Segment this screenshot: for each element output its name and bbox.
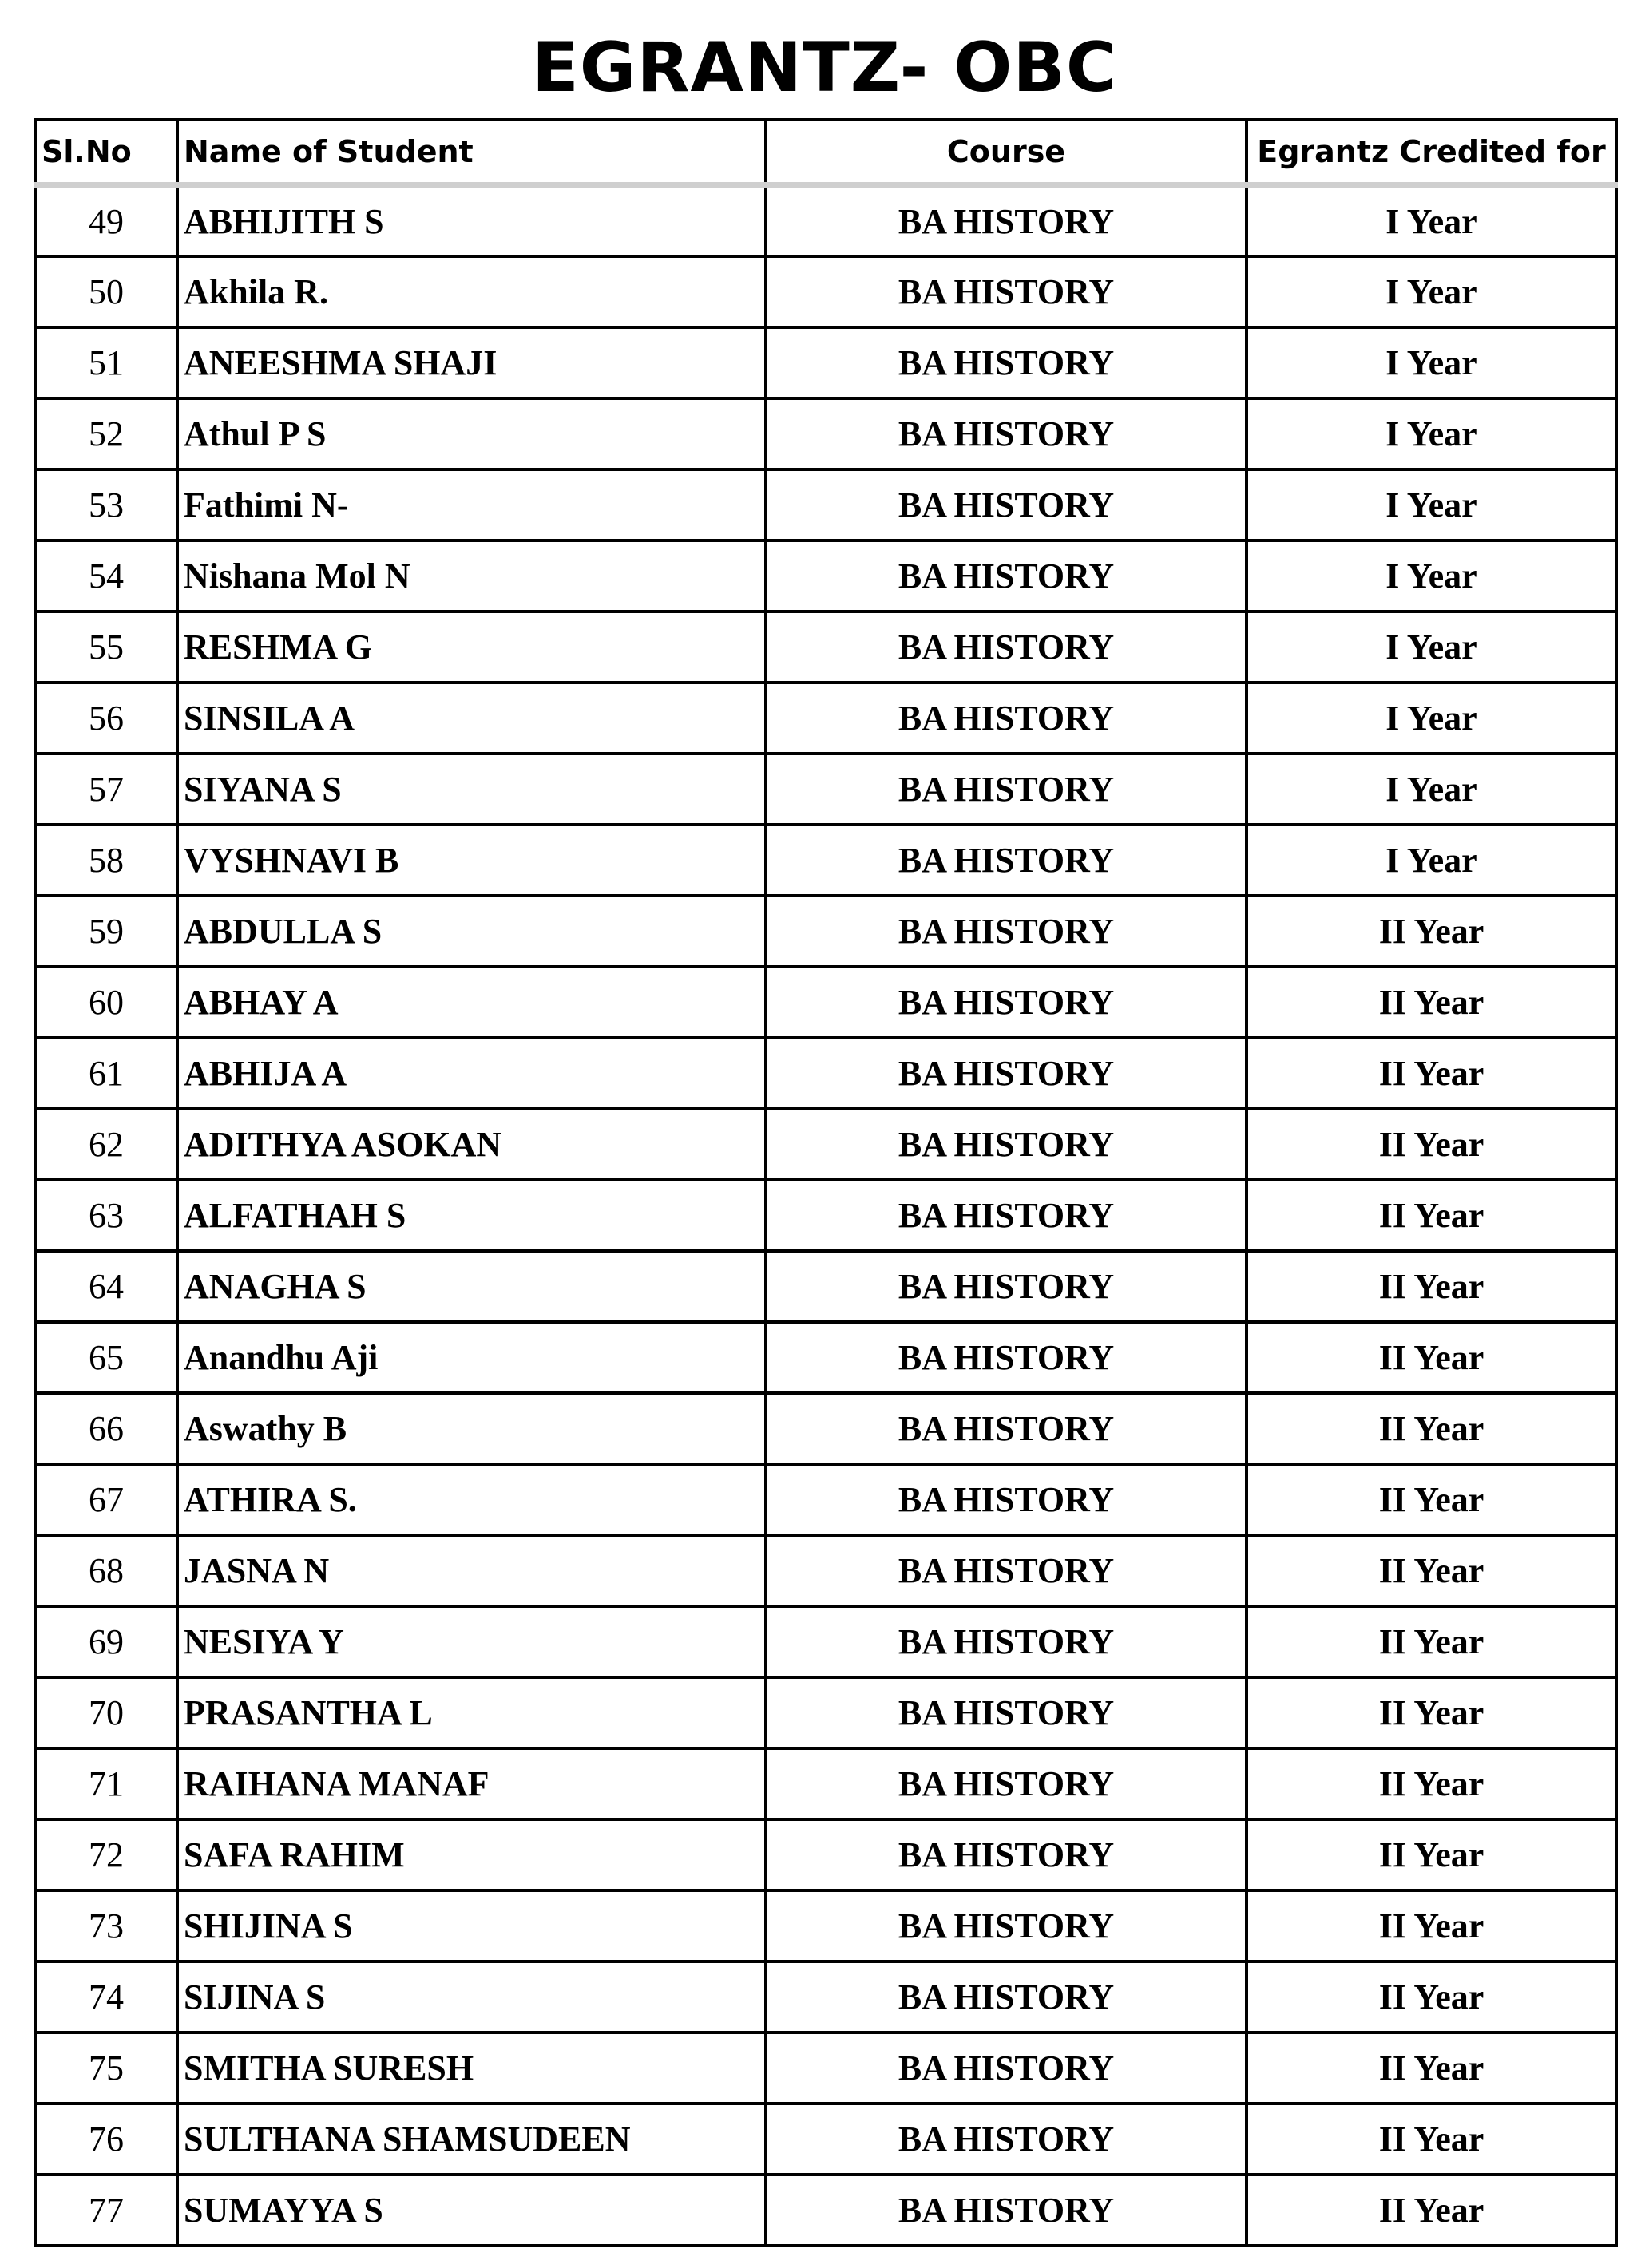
cell-credited-for: II Year — [1247, 1251, 1616, 1322]
cell-course: BA HISTORY — [766, 1961, 1247, 2032]
cell-course: BA HISTORY — [766, 327, 1247, 398]
cell-course: BA HISTORY — [766, 683, 1247, 754]
cell-student-name: ANAGHA S — [177, 1251, 766, 1322]
cell-credited-for: II Year — [1247, 1890, 1616, 1961]
cell-student-name: Nishana Mol N — [177, 540, 766, 612]
table-row — [35, 1677, 1616, 1748]
cell-credited-for: II Year — [1247, 1180, 1616, 1251]
cell-slno: 73 — [35, 1890, 177, 1961]
cell-student-name: SMITHA SURESH — [177, 2032, 766, 2104]
table-row — [35, 1961, 1616, 2032]
table-row — [35, 825, 1616, 896]
cell-credited-for: II Year — [1247, 1961, 1616, 2032]
cell-credited-for: II Year — [1247, 2104, 1616, 2175]
cell-slno: 67 — [35, 1464, 177, 1535]
table-row — [35, 683, 1616, 754]
cell-course: BA HISTORY — [766, 1322, 1247, 1393]
cell-slno: 75 — [35, 2032, 177, 2104]
cell-course: BA HISTORY — [766, 2175, 1247, 2246]
cell-student-name: ABHIJITH S — [177, 185, 766, 256]
cell-credited-for: II Year — [1247, 1819, 1616, 1890]
table-row — [35, 327, 1616, 398]
cell-course: BA HISTORY — [766, 398, 1247, 469]
cell-slno: 52 — [35, 398, 177, 469]
cell-slno: 63 — [35, 1180, 177, 1251]
table-row — [35, 2175, 1616, 2246]
table-row — [35, 1251, 1616, 1322]
table-row — [35, 1393, 1616, 1464]
table-row — [35, 612, 1616, 683]
table-row — [35, 896, 1616, 967]
cell-slno: 64 — [35, 1251, 177, 1322]
cell-credited-for: I Year — [1247, 825, 1616, 896]
cell-course: BA HISTORY — [766, 1890, 1247, 1961]
cell-course: BA HISTORY — [766, 896, 1247, 967]
cell-course: BA HISTORY — [766, 540, 1247, 612]
table-row — [35, 754, 1616, 825]
cell-course: BA HISTORY — [766, 1535, 1247, 1606]
cell-credited-for: II Year — [1247, 2175, 1616, 2246]
table-row — [35, 1322, 1616, 1393]
cell-credited-for: II Year — [1247, 1677, 1616, 1748]
table-row — [35, 1819, 1616, 1890]
cell-course: BA HISTORY — [766, 612, 1247, 683]
header-slno: Sl.No — [35, 120, 177, 185]
table-row — [35, 1748, 1616, 1819]
table-row — [35, 185, 1616, 256]
cell-credited-for: I Year — [1247, 256, 1616, 327]
table-body — [35, 185, 1616, 2246]
table-row — [35, 398, 1616, 469]
table-row — [35, 1890, 1616, 1961]
cell-credited-for: II Year — [1247, 1606, 1616, 1677]
cell-slno: 77 — [35, 2175, 177, 2246]
cell-student-name: RAIHANA MANAF — [177, 1748, 766, 1819]
cell-student-name: ABHAY A — [177, 967, 766, 1038]
cell-slno: 53 — [35, 469, 177, 540]
cell-course: BA HISTORY — [766, 1180, 1247, 1251]
cell-student-name: ALFATHAH S — [177, 1180, 766, 1251]
table-row — [35, 1535, 1616, 1606]
cell-credited-for: II Year — [1247, 967, 1616, 1038]
header-credited-for: Egrantz Credited for — [1247, 120, 1616, 185]
cell-student-name: JASNA N — [177, 1535, 766, 1606]
table-row — [35, 967, 1616, 1038]
table-row — [35, 2032, 1616, 2104]
cell-credited-for: II Year — [1247, 1109, 1616, 1180]
table-row — [35, 1464, 1616, 1535]
cell-slno: 65 — [35, 1322, 177, 1393]
cell-course: BA HISTORY — [766, 256, 1247, 327]
cell-student-name: SUMAYYA S — [177, 2175, 766, 2246]
cell-credited-for: I Year — [1247, 327, 1616, 398]
cell-credited-for: I Year — [1247, 754, 1616, 825]
cell-student-name: SIJINA S — [177, 1961, 766, 2032]
cell-slno: 49 — [35, 185, 177, 256]
cell-slno: 69 — [35, 1606, 177, 1677]
cell-slno: 51 — [35, 327, 177, 398]
cell-slno: 76 — [35, 2104, 177, 2175]
table-row — [35, 469, 1616, 540]
cell-student-name: NESIYA Y — [177, 1606, 766, 1677]
cell-credited-for: II Year — [1247, 1535, 1616, 1606]
cell-student-name: Fathimi N- — [177, 469, 766, 540]
page-title: EGRANTZ- OBC — [531, 28, 1117, 108]
cell-slno: 55 — [35, 612, 177, 683]
cell-student-name: Athul P S — [177, 398, 766, 469]
cell-credited-for: II Year — [1247, 896, 1616, 967]
cell-credited-for: I Year — [1247, 683, 1616, 754]
cell-student-name: ATHIRA S. — [177, 1464, 766, 1535]
cell-student-name: Aswathy B — [177, 1393, 766, 1464]
cell-slno: 66 — [35, 1393, 177, 1464]
cell-course: BA HISTORY — [766, 967, 1247, 1038]
cell-course: BA HISTORY — [766, 1606, 1247, 1677]
cell-slno: 59 — [35, 896, 177, 967]
cell-student-name: PRASANTHA L — [177, 1677, 766, 1748]
table-row — [35, 540, 1616, 612]
table-row — [35, 1038, 1616, 1109]
cell-credited-for: I Year — [1247, 612, 1616, 683]
cell-slno: 58 — [35, 825, 177, 896]
cell-course: BA HISTORY — [766, 185, 1247, 256]
cell-course: BA HISTORY — [766, 1677, 1247, 1748]
cell-slno: 70 — [35, 1677, 177, 1748]
cell-course: BA HISTORY — [766, 1109, 1247, 1180]
cell-student-name: Anandhu Aji — [177, 1322, 766, 1393]
cell-slno: 54 — [35, 540, 177, 612]
cell-course: BA HISTORY — [766, 2104, 1247, 2175]
table-row — [35, 1109, 1616, 1180]
cell-slno: 68 — [35, 1535, 177, 1606]
cell-student-name: ABDULLA S — [177, 896, 766, 967]
table-row — [35, 1180, 1616, 1251]
egrantz-table — [34, 118, 1618, 2247]
cell-course: BA HISTORY — [766, 754, 1247, 825]
cell-student-name: ANEESHMA SHAJI — [177, 327, 766, 398]
cell-course: BA HISTORY — [766, 469, 1247, 540]
cell-slno: 61 — [35, 1038, 177, 1109]
table-header — [35, 120, 1616, 185]
cell-student-name: ADITHYA ASOKAN — [177, 1109, 766, 1180]
cell-credited-for: I Year — [1247, 185, 1616, 256]
cell-credited-for: I Year — [1247, 398, 1616, 469]
cell-course: BA HISTORY — [766, 1464, 1247, 1535]
header-row — [35, 120, 1616, 185]
cell-course: BA HISTORY — [766, 1748, 1247, 1819]
cell-course: BA HISTORY — [766, 1393, 1247, 1464]
cell-student-name: Akhila R. — [177, 256, 766, 327]
header-course: Course — [766, 120, 1247, 185]
cell-student-name: SULTHANA SHAMSUDEEN — [177, 2104, 766, 2175]
cell-credited-for: II Year — [1247, 1038, 1616, 1109]
cell-credited-for: II Year — [1247, 1748, 1616, 1819]
cell-credited-for: I Year — [1247, 540, 1616, 612]
cell-student-name: ABHIJA A — [177, 1038, 766, 1109]
cell-course: BA HISTORY — [766, 1038, 1247, 1109]
cell-credited-for: II Year — [1247, 1393, 1616, 1464]
table-row — [35, 1606, 1616, 1677]
cell-slno: 62 — [35, 1109, 177, 1180]
header-name: Name of Student — [177, 120, 766, 185]
cell-student-name: RESHMA G — [177, 612, 766, 683]
cell-credited-for: II Year — [1247, 2032, 1616, 2104]
table-row — [35, 2104, 1616, 2175]
cell-course: BA HISTORY — [766, 1819, 1247, 1890]
cell-student-name: SIYANA S — [177, 754, 766, 825]
cell-student-name: SHIJINA S — [177, 1890, 766, 1961]
cell-slno: 74 — [35, 1961, 177, 2032]
cell-course: BA HISTORY — [766, 825, 1247, 896]
cell-student-name: SAFA RAHIM — [177, 1819, 766, 1890]
cell-slno: 50 — [35, 256, 177, 327]
cell-slno: 71 — [35, 1748, 177, 1819]
cell-student-name: VYSHNAVI B — [177, 825, 766, 896]
table-row — [35, 256, 1616, 327]
cell-credited-for: II Year — [1247, 1322, 1616, 1393]
cell-slno: 72 — [35, 1819, 177, 1890]
cell-credited-for: II Year — [1247, 1464, 1616, 1535]
cell-slno: 56 — [35, 683, 177, 754]
cell-slno: 57 — [35, 754, 177, 825]
cell-credited-for: I Year — [1247, 469, 1616, 540]
cell-slno: 60 — [35, 967, 177, 1038]
cell-student-name: SINSILA A — [177, 683, 766, 754]
cell-course: BA HISTORY — [766, 1251, 1247, 1322]
cell-course: BA HISTORY — [766, 2032, 1247, 2104]
